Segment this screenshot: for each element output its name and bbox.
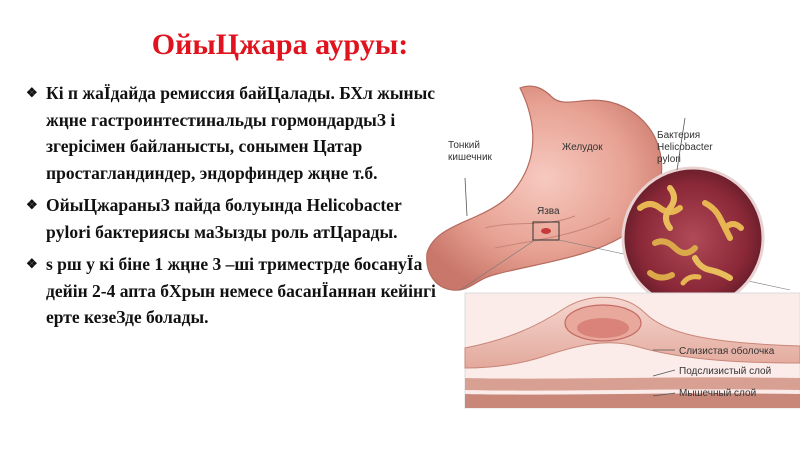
label-stomach: Желудок	[562, 142, 603, 153]
ulcer-spot	[541, 228, 551, 234]
label-duodenum: Тонкий кишечник	[448, 140, 492, 163]
label-submucosa: Подслизистый слой	[679, 366, 772, 377]
label-ulcer: Язва	[537, 206, 560, 217]
diamond-bullet-icon: ❖	[26, 85, 38, 100]
label-bacteria: Бактерия Helicobacter pylori	[657, 130, 713, 165]
bullet-item	[26, 251, 436, 331]
diamond-bullet-icon: ❖	[26, 197, 38, 212]
bullet-text: ОйыЦжараныЗ пайда болуында Helicobacter pylori бактериясы маЗызды роль атЦарады.	[46, 195, 402, 242]
stomach-ulcer-illustration	[425, 78, 800, 438]
bacteria-zoom-circle	[623, 168, 763, 308]
bullet-text: s рш у кі біне 1 жңне 3 –ші триместрде босануЇа дейін 2-4 апта бХрын немесе басанЇаннан кейінгі ерте кезеЗде болады.	[46, 254, 436, 327]
bullet-text: Кі п жаЇдайда ремиссия байЦалады. БХл жыныс жңне гастроинтестинальды гормондардыЗ і згерісімен байланысты, сонымен Цатар простагландиндер, эндорфиндер жңне т.б.	[46, 83, 436, 183]
label-mucosa: Слизистая оболочка	[679, 346, 775, 357]
bullet-list	[26, 80, 436, 337]
anatomy-diagram	[425, 78, 800, 438]
diamond-bullet-icon: ❖	[26, 256, 38, 271]
slide-title: ОйыЦжара ауруы:	[151, 28, 409, 61]
bullet-item	[26, 192, 436, 245]
label-muscle: Мышечный слой	[679, 388, 757, 399]
ulcer-crater-core	[577, 318, 629, 338]
bullet-item	[26, 80, 436, 186]
